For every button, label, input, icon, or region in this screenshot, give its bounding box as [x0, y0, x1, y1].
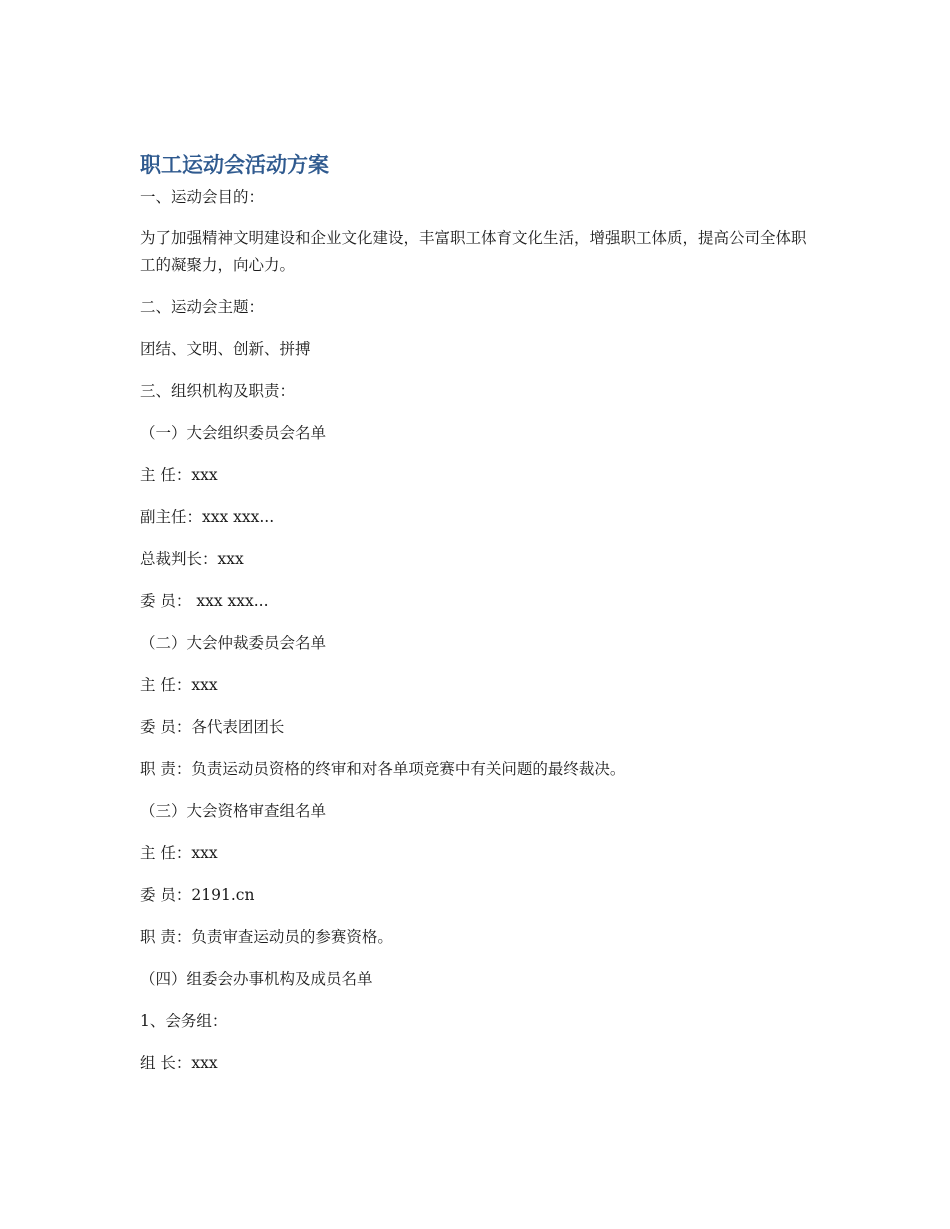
list-item: 主 任：xxx — [140, 676, 218, 694]
section-heading-theme: 二、运动会主题： — [140, 298, 265, 316]
paragraph-purpose: 为了加强精神文明建设和企业文化建设，丰富职工体育文化生活，增强职工体质，提高公司全体职工的凝聚力，向心力。 — [140, 229, 807, 274]
list-item: 委 员：各代表团团长 — [140, 718, 285, 736]
list-item: 职 责：负责运动员资格的终审和对各单项竞赛中有关问题的最终裁决。 — [140, 760, 626, 778]
list-item: 组 长：xxx — [140, 1054, 218, 1072]
list-item: 委 员： xxx xxx... — [140, 592, 269, 610]
subsection-arbitration-committee: （二）大会仲裁委员会名单 — [140, 634, 327, 652]
list-item: 总裁判长：xxx — [140, 550, 244, 568]
section-heading-purpose: 一、运动会目的： — [140, 188, 265, 206]
document-body — [140, 150, 810, 1092]
document-title: 职工运动会活动方案 — [140, 153, 329, 177]
subsection-office-staff: （四）组委会办事机构及成员名单 — [140, 970, 373, 988]
paragraph-theme: 团结、文明、创新、拼搏 — [140, 340, 311, 358]
subsection-qualification-group: （三）大会资格审查组名单 — [140, 802, 327, 820]
section-heading-organization: 三、组织机构及职责： — [140, 382, 296, 400]
list-item: 职 责：负责审查运动员的参赛资格。 — [140, 928, 393, 946]
list-item: 1、会务组： — [140, 1012, 228, 1030]
list-item: 主 任：xxx — [140, 466, 218, 484]
list-item: 副主任：xxx xxx... — [140, 508, 275, 526]
subsection-organizing-committee: （一）大会组织委员会名单 — [140, 424, 327, 442]
list-item: 委 员：2191.cn — [140, 886, 255, 904]
list-item: 主 任：xxx — [140, 844, 218, 862]
